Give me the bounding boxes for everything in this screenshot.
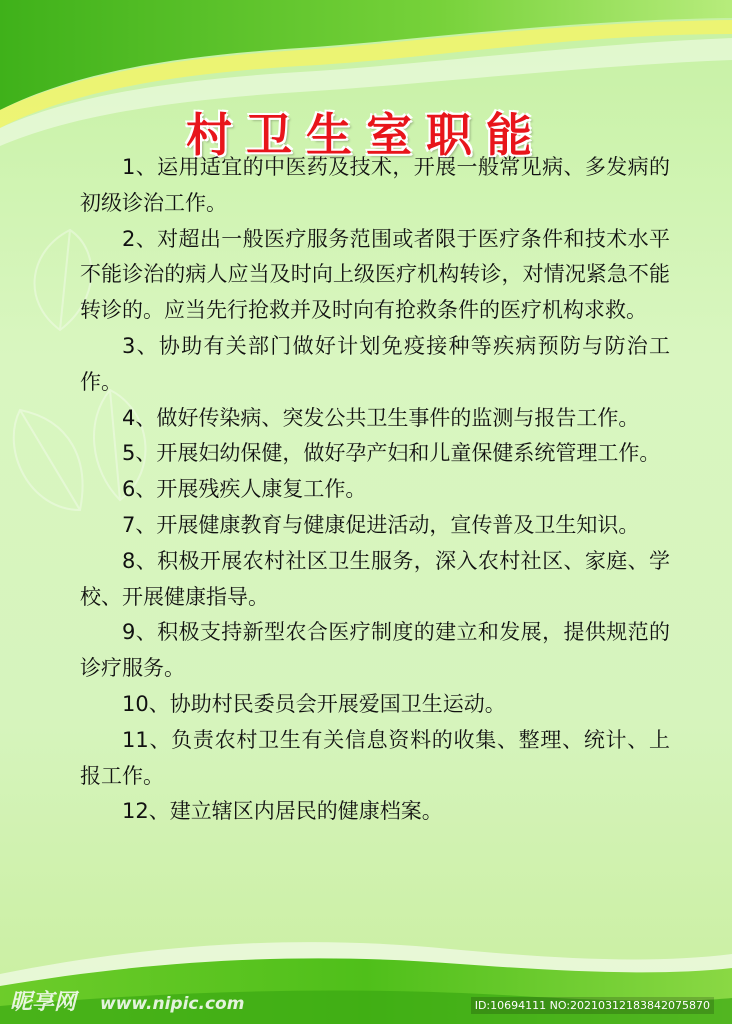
- duties-list: [80, 150, 670, 830]
- duty-item-1: 1、运用适宜的中医药及技术，开展一般常见病、多发病的初级诊治工作。: [80, 155, 670, 215]
- duty-item-9: 9、积极支持新型农合医疗制度的建立和发展，提供规范的诊疗服务。: [80, 620, 670, 681]
- watermark-logo: 昵享网: [10, 990, 77, 1015]
- duty-item-5: 5、开展妇幼保健，做好孕产妇和儿童保健系统管理工作。: [122, 441, 661, 466]
- duty-item-7: 7、开展健康教育与健康促进活动，宣传普及卫生知识。: [122, 512, 640, 537]
- duty-item-10: 10、协助村民委员会开展爱国卫生运动。: [122, 691, 506, 716]
- duty-item-11: 11、负责农村卫生有关信息资料的收集、整理、统计、上报工作。: [80, 727, 670, 788]
- duty-item-8: 8、积极开展农村社区卫生服务，深入农村社区、家庭、学校、开展健康指导。: [80, 548, 670, 609]
- duty-item-6: 6、开展残疾人康复工作。: [122, 477, 367, 502]
- duty-item-2: 2、对超出一般医疗服务范围或者限于医疗条件和技术水平不能诊治的病人应当及时向上级医疗机构转诊，对情况紧急不能转诊的。应当先行抢救并及时向有抢救条件的医疗机构求救。: [80, 226, 670, 323]
- duty-item-3: 3、协助有关部门做好计划免疫接种等疾病预防与防治工作。: [80, 333, 670, 394]
- duty-item-12: 12、建立辖区内居民的健康档案。: [122, 799, 443, 824]
- watermark-url: www.nipic.com: [100, 994, 245, 1014]
- watermark-id: ID:10694111 NO:20210312183842075870: [471, 997, 714, 1014]
- duty-item-4: 4、做好传染病、突发公共卫生事件的监测与报告工作。: [122, 405, 640, 430]
- page-title: 村卫生室职能: [186, 107, 546, 162]
